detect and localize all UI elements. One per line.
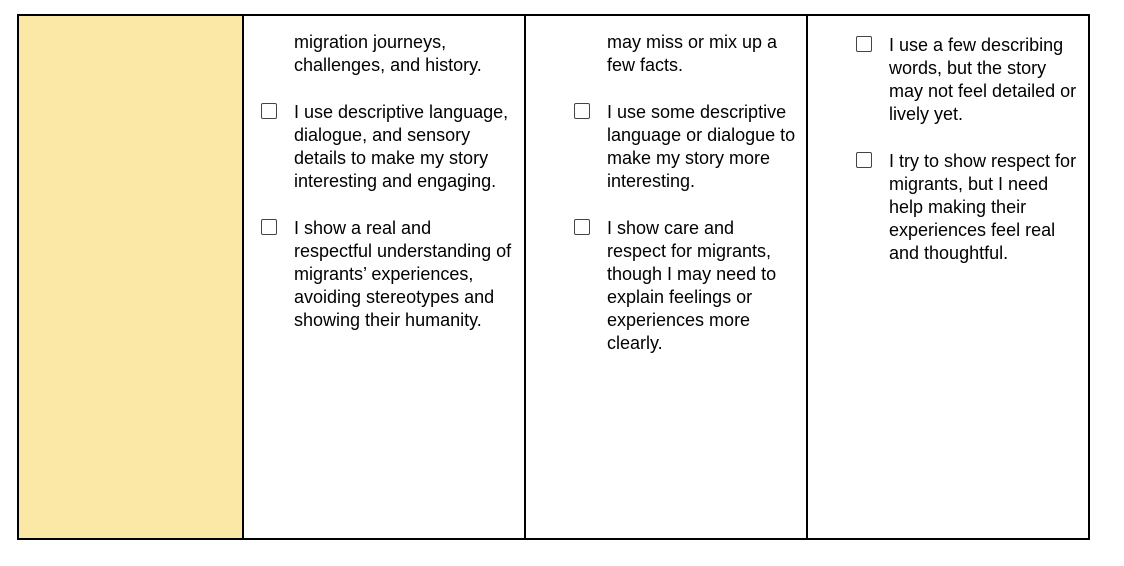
criteria-label-cell xyxy=(18,15,243,539)
checkbox[interactable] xyxy=(261,103,277,119)
rubric-table xyxy=(17,14,1090,540)
level-column-3 xyxy=(807,15,1089,539)
checkbox[interactable] xyxy=(856,36,872,52)
criterion-text: I show care and respect for migrants, though I may need to explain feelings or experiences more clearly. xyxy=(607,218,777,353)
criterion-item xyxy=(294,101,514,193)
checkbox[interactable] xyxy=(574,219,590,235)
criterion-text: I use descriptive language, dialogue, and sensory details to make my story interesting and engaging. xyxy=(294,102,509,191)
criterion-item xyxy=(294,217,514,332)
criterion-text: I show a real and respectful understanding of migrants’ experiences, avoiding stereotypes and showing their humanity. xyxy=(294,218,512,330)
criterion-item xyxy=(607,217,796,355)
criterion-item xyxy=(889,150,1082,265)
checkbox[interactable] xyxy=(856,152,872,168)
criterion-item xyxy=(607,101,796,193)
criterion-text: I use a few describing words, but the story may not feel detailed or lively yet. xyxy=(889,35,1077,124)
continued-text: migration journeys, challenges, and history. xyxy=(294,32,482,75)
criterion-text: I use some descriptive language or dialogue to make my story more interesting. xyxy=(607,102,796,191)
checkbox[interactable] xyxy=(574,103,590,119)
criterion-text: I try to show respect for migrants, but I need help making their experiences feel real and thoughtful. xyxy=(889,151,1077,263)
level-column-2 xyxy=(525,15,807,539)
checkbox[interactable] xyxy=(261,219,277,235)
continued-text: may miss or mix up a few facts. xyxy=(607,32,778,75)
rubric-row xyxy=(18,15,1089,539)
level-column-1 xyxy=(243,15,525,539)
criterion-item xyxy=(889,34,1082,126)
